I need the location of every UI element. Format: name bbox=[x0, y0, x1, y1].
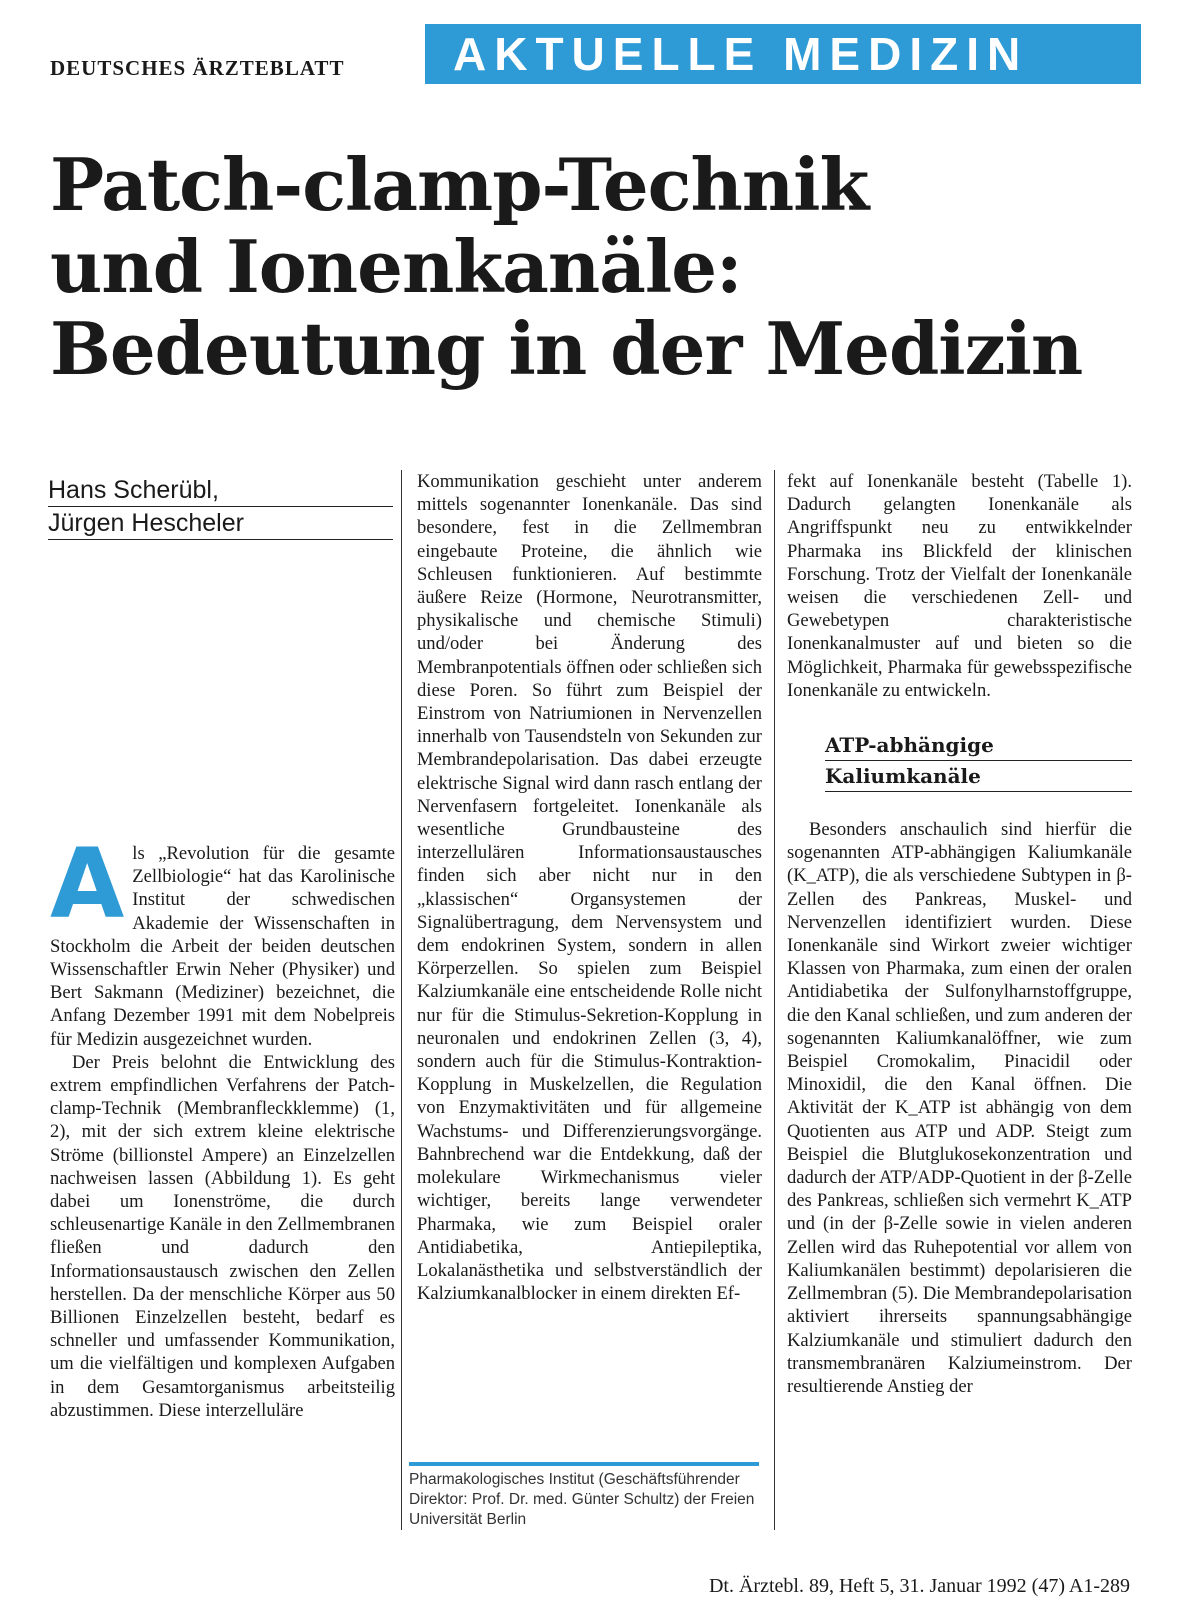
title-line: Bedeutung in der Medizin bbox=[50, 306, 1083, 391]
article-title bbox=[50, 144, 1130, 390]
drop-cap: A bbox=[50, 828, 125, 940]
sub-heading-line: Kaliumkanäle bbox=[825, 761, 1132, 792]
journal-name: DEUTSCHES ÄRZTEBLATT bbox=[50, 56, 345, 80]
article-column-3 bbox=[787, 470, 1132, 1398]
paragraph: Besonders anschaulich sind hierfür die sogenannten ATP-abhängigen Kaliumkanäle (K_ATP), die als verschiedene Subtypen in β-Zellen des Pankreas, Muskel- und Nervenzellen identifiziert wurden. Diese Ionenkanäle sind Wirkort zweier wichtiger Klassen von Pharmaka, zum einen der oralen Antidiabetika der Sulfonylharnstoffgruppe, die den Kanal schließen, und zum anderen der sogenannten Kaliumkanalöffner, wie zum Beispiel Cromokalim, Pinacidil oder Minoxidil, die den Kanal öffnen. Die Aktivität der K_ATP ist abhängig von dem Quotienten aus ATP und ADP. Steigt zum Beispiel die Blutglukosekonzentration und dadurch der ATP/ADP-Quotient in der β-Zelle des Pankreas, schließen sich vermehrt K_ATP und (in der β-Zelle sowie in vielen anderen Zellen wird das Ruhepotential vor allem von Kaliumkanälen bestimmt) depolarisieren die Zellmembran (5). Die Membrandepolarisation aktiviert ihrerseits spannungsabhängige Kalziumkanäle und stimuliert dadurch den transmembranären Kalziumeinstrom. Der resultierende Anstieg der bbox=[787, 819, 1132, 1397]
column-divider bbox=[401, 470, 402, 1530]
author-list bbox=[48, 474, 393, 540]
affiliation-footnote: Pharmakologisches Institut (Geschäftsführender Direktor: Prof. Dr. med. Günter Schultz) der Freien Universität Berlin bbox=[409, 1462, 759, 1530]
author-name: Jürgen Hescheler bbox=[48, 507, 393, 540]
paragraph: Der Preis belohnt die Entwicklung des extrem empfindlichen Verfahrens der Patch-clamp-Technik (Membranfleckklemme) (1, 2), mit der sich extrem kleine elektrische Ströme (billionstel Ampere) an Einzelzellen nachweisen lassen (Abbildung 1). Es geht dabei um Ionenströme, die durch schleusenartige Kanäle in den Zellmembranen fließen und dadurch den Informationsaustausch zwischen den Zellen herstellen. Da der menschliche Körper aus 50 Billionen Einzelzellen besteht, bedarf es schneller und umfassender Kommunikation, um die vielfältigen und komplexen Aufgaben in dem Gesamtorganismus arbeitsteilig abzustimmen. Diese interzelluläre bbox=[50, 1051, 395, 1421]
column-divider bbox=[774, 470, 775, 1530]
paragraph: fekt auf Ionenkanäle besteht (Tabelle 1). Dadurch gelangten Ionenkanäle als Angriffspunkt neu zu entwikkelnder Pharmaka ins Blickfeld der klinischen Forschung. Trotz der Vielfalt der Ionenkanäle weisen die verschiedenen Zell- und Gewebetypen charakteristische Ionenkanalmuster auf und bieten so die Möglichkeit, Pharmaka für gewebsspezifische Ionenkanäle zu entwickeln. bbox=[787, 471, 1132, 701]
article-column-1 bbox=[50, 828, 395, 1422]
article-column-2 bbox=[417, 470, 762, 1305]
section-banner: AKTUELLE MEDIZIN bbox=[425, 24, 1141, 84]
sub-heading-line: ATP-abhängige bbox=[825, 730, 1132, 761]
paragraph: Kommunikation geschieht unter anderem mittels sogenannter Ionenkanäle. Das sind besondere, fest in die Zellmembran eingebaute Proteine, die ähnlich wie Schleusen funktionieren. Auf bestimmte äußere Reize (Hormone, Neurotransmitter, physikalische und chemische Stimuli) und/oder bei Änderung des Membranpotentials öffnen oder schließen sich diese Poren. So führt zum Beispiel der Einstrom von Natriumionen in Nervenzellen innerhalb von Tausendsteln von Sekunden zur Membrandepolarisation. Das dabei erzeugte elektrische Signal wird dann rasch entlang der Nervenfasern fortgeleitet. Ionenkanäle als wesentliche Grundbausteine des interzellulären Informationsaustausches finden sich aber nicht nur in den „klassischen“ Organsystemen der Signalübertragung, dem Nervensystem und dem endokrinen System, sondern in allen Körperzellen. So spielen zum Beispiel Kalziumkanäle eine entscheidende Rolle nicht nur für die Stimulus-Sekretion-Kopplung in neuronalen und endokrinen Zellen (3, 4), sondern auch für die Stimulus-Kontraktion-Kopplung in Muskelzellen, die Regulation von Enzymaktivitäten und für allgemeine Wachstums- und Differenzierungsvorgänge. Bahnbrechend war die Entdekkung, daß der molekulare Wirkmechanismus vieler wichtiger, bereits lange verwendeter Pharmaka, wie zum Beispiel oraler Antidiabetika, Antiepileptika, Lokalanästhetika und selbstverständlich der Kalziumkanalblocker in einem direkten Ef- bbox=[417, 471, 762, 1305]
page-footer: Dt. Ärztebl. 89, Heft 5, 31. Januar 1992 (47) A1-289 bbox=[708, 1575, 1130, 1597]
title-line: Patch-clamp-Technik bbox=[50, 142, 869, 227]
title-line: und Ionenkanäle: bbox=[50, 224, 742, 309]
sub-heading bbox=[825, 730, 1132, 792]
author-name: Hans Scherübl, bbox=[48, 474, 393, 507]
paragraph: ls „Revolution für die gesamte Zellbiologie“ hat das Karolinische Institut der schwedischen Akademie der Wissenschaften in Stockholm die Arbeit der beiden deutschen Wissenschaftler Erwin Neher (Physiker) und Bert Sakmann (Mediziner) bezeichnet, die Anfang Dezember 1991 mit dem Nobelpreis für Medizin ausgezeichnet wurden. bbox=[50, 843, 395, 1050]
